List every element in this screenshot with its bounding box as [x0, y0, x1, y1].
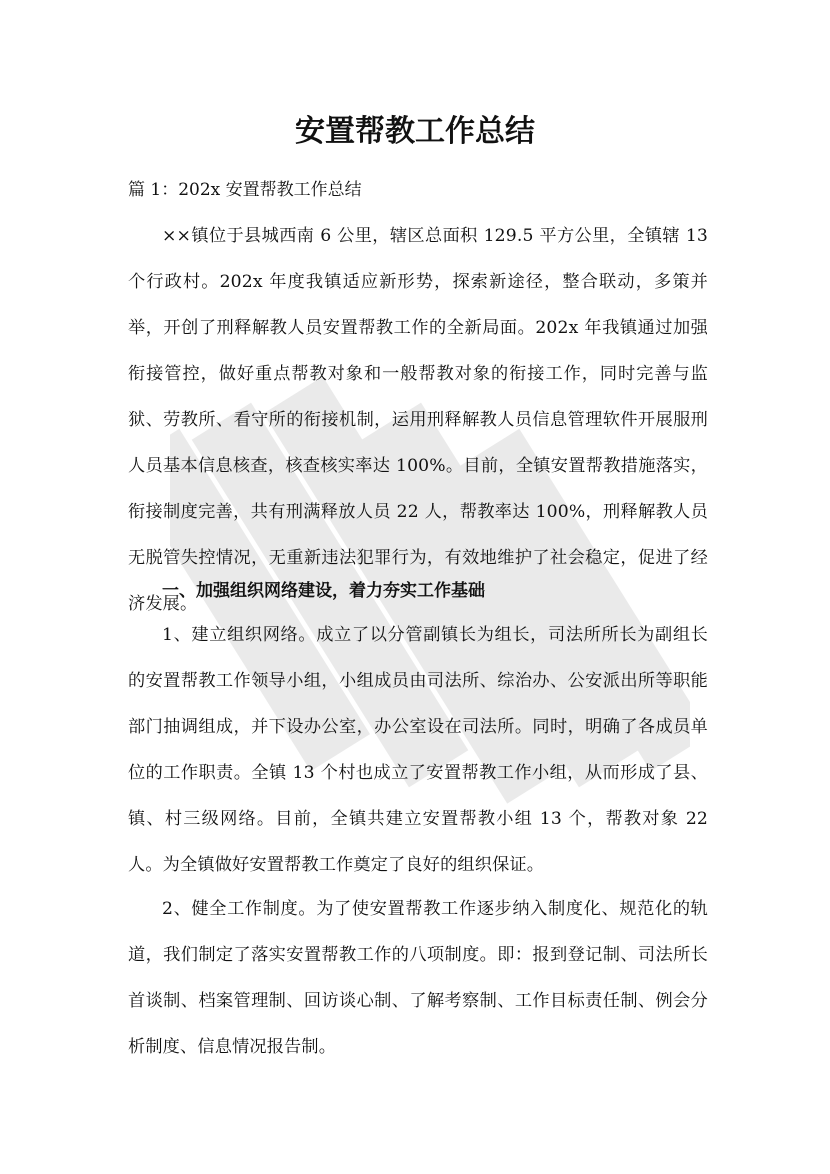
body-paragraph-2: 2、健全工作制度。为了使安置帮教工作逐步纳入制度化、规范化的轨道，我们制定了落实安置帮教工作的八项制度。即：报到登记制、司法所长首谈制、档案管理制、回访谈心制、了解考察制、工作目标责任制、例会分析制度、信息情况报告制。 [128, 899, 708, 1057]
section-label: 篇 1：202x 安置帮教工作总结 [128, 180, 362, 200]
intro-paragraph: ××镇位于县城西南 6 公里，辖区总面积 129.5 平方公里，全镇辖 13 个行政村。202x 年度我镇适应新形势，探索新途径，整合联动，多策并举，开创了刑释解教人员安置帮教工作的全新局面。202x 年我镇通过加强衔接管控，做好重点帮教对象和一般帮教对象的衔接工作，同时完善与监狱、劳教所、看守所的衔接机制，运用刑释解教人员信息管理软件开展服刑人员基本信息核查，核查核实率达 100%。目前，全镇安置帮教措施落实，衔接制度完善，共有刑满释放人员 22 人，帮教率达 100%，刑释解教人员无脱管失控情况，无重新违法犯罪行为，有效地维护了社会稳定，促进了经济发展。 [128, 226, 708, 614]
section-heading-1: 一、加强组织网络建设，着力夯实工作基础 [162, 581, 485, 601]
document-title: 安置帮教工作总结 [295, 114, 535, 149]
body-paragraph-1: 1、建立组织网络。成立了以分管副镇长为组长，司法所所长为副组长的安置帮教工作领导小组，小组成员由司法所、综治办、公安派出所等职能部门抽调组成，并下设办公室，办公室设在司法所。同时，明确了各成员单位的工作职责。全镇 13 个村也成立了安置帮教工作小组，从而形成了县、镇、村三级网络。目前，全镇共建立安置帮教小组 13 个，帮教对象 22 人。为全镇做好安置帮教工作奠定了良好的组织保证。 [128, 625, 708, 875]
